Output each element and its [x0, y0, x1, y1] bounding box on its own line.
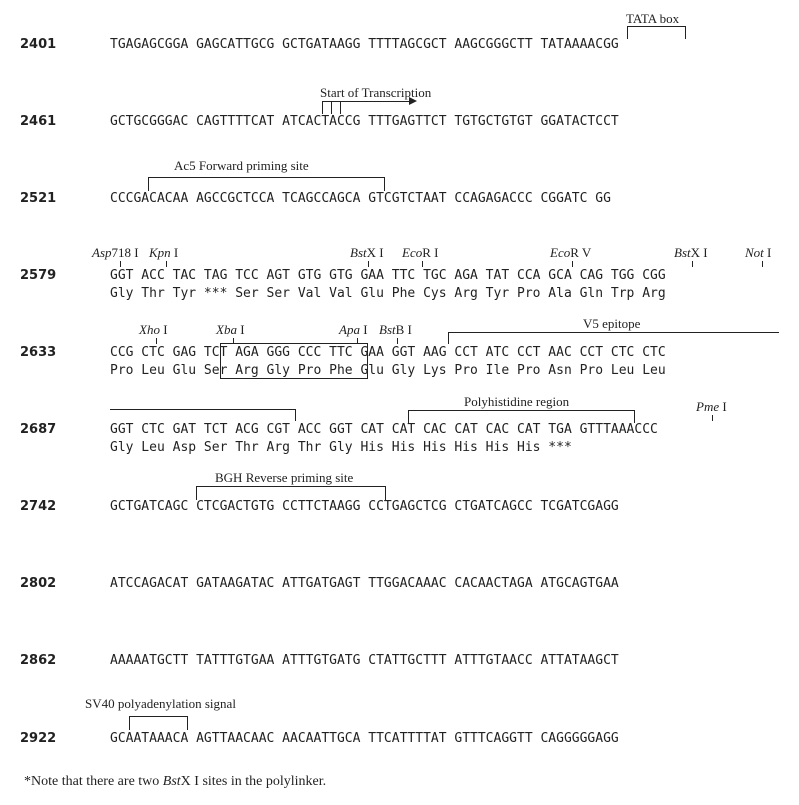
- boxed-codon-region: [220, 343, 368, 379]
- site-ecori: EcoR I: [402, 246, 438, 260]
- site-bstbi: BstB I: [379, 323, 412, 337]
- protein-sequence-2687: Gly Leu Asp Ser Thr Arg Thr Gly His His His His His His ***: [110, 440, 572, 455]
- row-number-2401: 2401: [20, 37, 57, 52]
- ac5-forward-label: Ac5 Forward priming site: [174, 158, 309, 173]
- sv40-polya-bracket: [129, 716, 188, 730]
- row-number-2862: 2862: [20, 653, 57, 668]
- transcription-arrowhead: [409, 97, 417, 105]
- dna-sequence-2521: CCCGACACAA AGCCGCTCCA TCAGCCAGCA GTCGTCTAAT CCAGAGACCC CGGATC GG: [110, 191, 611, 206]
- dna-sequence-2802: ATCCAGACAT GATAAGATAC ATTGATGAGT TTGGACAAAC CACAACTAGA ATGCAGTGAA: [110, 576, 619, 591]
- site-asp718i: Asp718 I: [92, 246, 139, 260]
- row-number-2687: 2687: [20, 422, 57, 437]
- bgh-reverse-bracket: [196, 486, 386, 500]
- site-pmei: Pme I: [696, 400, 727, 414]
- v5-epitope-line-continued: [110, 409, 296, 410]
- v5-epitope-line: [448, 332, 779, 333]
- row-number-2922: 2922: [20, 731, 57, 746]
- footnote: *Note that there are two BstX I sites in the polylinker.: [24, 774, 327, 789]
- dna-sequence-2579: GGT ACC TAC TAG TCC AGT GTG GTG GAA TTC TGC AGA TAT CCA GCA CAG TGG CGG: [110, 268, 666, 283]
- site-apai: Apa I: [339, 323, 368, 337]
- dna-sequence-2633: CCG CTC GAG TCT AGA GGG CCC TTC GAA GGT AAG CCT ATC CCT AAC CCT CTC CTC: [110, 345, 666, 360]
- v5-epitope-label: V5 epitope: [583, 316, 641, 331]
- site-bstxi-2: BstX I: [674, 246, 708, 260]
- transcription-arrow: [322, 101, 410, 102]
- site-xhoi: Xho I: [139, 323, 168, 337]
- site-bstxi-1: BstX I: [350, 246, 384, 260]
- dna-sequence-2922: GCAATAAACA AGTTAACAAC AACAATTGCA TTCATTTTAT GTTTCAGGTT CAGGGGGAGG: [110, 731, 619, 746]
- site-ecorv: EcoR V: [550, 246, 591, 260]
- dna-sequence-2401: TGAGAGCGGA GAGCATTGCG GCTGATAAGG TTTTAGCGCT AAGCGGGCTT TATAAAACGG: [110, 37, 619, 52]
- row-number-2521: 2521: [20, 191, 57, 206]
- ac5-forward-bracket: [148, 177, 385, 191]
- dna-sequence-2862: AAAAATGCTT TATTTGTGAA ATTTGTGATG CTATTGCTTT ATTTGTAACC ATTATAAGCT: [110, 653, 619, 668]
- sv40-polya-label: SV40 polyadenylation signal: [85, 696, 236, 711]
- row-number-2633: 2633: [20, 345, 57, 360]
- site-noti: Not I: [745, 246, 771, 260]
- dna-sequence-2687: GGT CTC GAT TCT ACG CGT ACC GGT CAT CAT CAC CAT CAC CAT TGA GTTTAAACCC: [110, 422, 658, 437]
- transcription-start-label: Start of Transcription: [320, 85, 432, 100]
- row-number-2802: 2802: [20, 576, 57, 591]
- polyhistidine-bracket: [408, 410, 635, 423]
- site-xbai: Xba I: [216, 323, 245, 337]
- bgh-reverse-label: BGH Reverse priming site: [215, 470, 354, 485]
- row-number-2579: 2579: [20, 268, 57, 283]
- dna-sequence-2461: GCTGCGGGAC CAGTTTTCAT ATCACTACCG TTTGAGTTCT TGTGCTGTGT GGATACTCCT: [110, 114, 619, 129]
- row-number-2461: 2461: [20, 114, 57, 129]
- tata-box-bracket: [627, 26, 686, 39]
- protein-sequence-2579: Gly Thr Tyr *** Ser Ser Val Val Glu Phe Cys Arg Tyr Pro Ala Gln Trp Arg: [110, 286, 666, 301]
- dna-sequence-2742: GCTGATCAGC CTCGACTGTG CCTTCTAAGG CCTGAGCTCG CTGATCAGCC TCGATCGAGG: [110, 499, 619, 514]
- protein-sequence-2633: Pro Leu Glu Ser Arg Gly Pro Phe Glu Gly Lys Pro Ile Pro Asn Pro Leu Leu: [110, 363, 666, 378]
- polyhistidine-label: Polyhistidine region: [464, 394, 570, 409]
- tata-box-label: TATA box: [626, 11, 680, 26]
- site-kpni: Kpn I: [149, 246, 178, 260]
- row-number-2742: 2742: [20, 499, 57, 514]
